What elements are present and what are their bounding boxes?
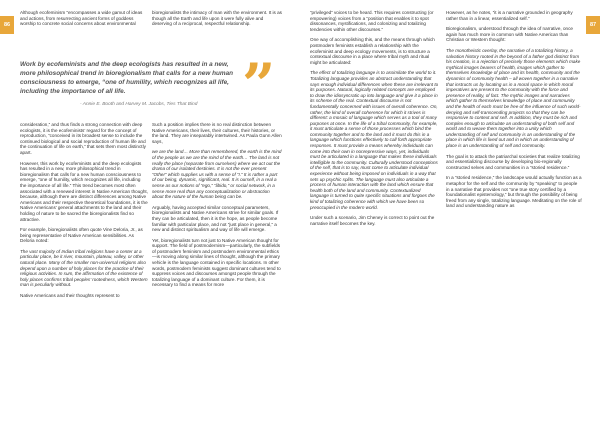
paragraph: Yet, bioregionalists turn not just to Native American thought for support. The field of postmodernism—particularly, the subfields of postmodern feminism and postmodern environmental ethics—is moving along similar lines of thought, although the primary vehicle is the language contained in specific locations. In other words, postmodern feminists suggest dominant cultures tend to suppress voices and discourses amongst people through the totalizing language of a dominant culture. For them, it is necessary to find a means for more: [152, 237, 281, 288]
quote-mark-icon: ”: [242, 51, 276, 119]
paragraph: Under such a scenario, Jim Cheney is correct to point out the narrative itself becomes the key.: [310, 215, 435, 226]
paragraph: The goal is to attack the patriarchal societies that realize totalizing and essentializing discourse by developing bio-regionally constructed selves and communities in a “storied residence.”: [446, 153, 580, 170]
paragraph: Arguably, having accepted similar conceptual parameters, bioregionalists and Native Americans strive for similar goals. If they can be articulated, then it is the hope, as people become familiar with particular place, and not “just place in general,” a new and distinct spiritualism and way of life will emerge.: [152, 204, 279, 233]
block-quote: The monotheistic overlay, the narrative of a totalizing history, a salvation history rooted in the beyond of a father god distinct from his creation, is a rejection of precisely those elements which make mythical images bearers of health, images which gather to themselves knowledge of place and its health, community and the dynamics of community health – all woven together in a narrative that instructs us by locating us in a moral space in which moral imperatives are present to the community with the force and presence of reality, of fact. The mythic images and narratives which gather to themselves knowledge of place and community and the health of each must be free of the influence of such world-denying and self-transcending projects so that they can be responsive to context and self. In addition, they must be rich and complex enough to articulate an understanding of both self and world and to weave them together into a unity which understanding of self and community is an understanding of the place in which life is lived out and in which an understanding of place is an understanding of self and community.: [446, 47, 581, 149]
pull-quote-text: Work by ecofeminists and the deep ecologists has resulted in a new, more philosophical trend in bioregionalism that calls for a new human consciousness to emerge, “one of humility, which recognizes all life, including the importance of all life.: [20, 61, 234, 95]
paragraph: “privileged” voices to be heard. This requires constructing (or empowering) voices from a “position that enables it to spot dissonances, mystifications, and colonizing and totalizing tendencies within other discourses.”: [310, 10, 434, 32]
block-quote: we are the land… More than remembered, the earth is the mind of the people as we are the mind of the earth… The land is not really the place (separate from ourselves) where we act out the drama of our isolated destinies. It is not the ever present “Other” which supplies us with a sense of “I.” It is rather a part of our being, dynamic, significant, real. It is ourself, in a real a sense as our notions of “ego,” “libido,” or social network, in a sense more real than any conceptualization or abstraction about the nature of the human being can be.: [152, 149, 282, 200]
paragraph: Such a position implies there is no real distinction between Native Americans, their lives, their cultures, their histories, or the land. They are inseparably intertwined. As Paula Gunn Allen says,: [152, 122, 282, 144]
page-number-right: 87: [586, 16, 600, 34]
left-col1-body: [20, 122, 148, 304]
right-col2: [446, 10, 582, 214]
paragraph: For example, bioregionalists often quote Vine Deloria, Jr., as being representative of Native American sensibilities. As Deloria noted:: [20, 227, 143, 244]
paragraph: Bioregionalism, understood through the idea of narrative, once again has much more in common with Native American than Christian or Western thought:: [446, 26, 573, 43]
paragraph: Although ecofeminism “encompasses a wide gamut of ideas and actions, from resurrecting ancient forms of goddess worship to concrete social concerns about environmental: [20, 10, 143, 27]
left-col2-top: [152, 10, 282, 32]
paragraph: However, this work by ecofeminists and the deep ecologists has resulted in a new, more philosophical trend in bioregionalism that calls for a new human consciousness to emerge, “one of humility, which recognizes all life, including the importance of all life.” This trend becomes most often associated with a renewed interest in Native American thought, because, although there are distinct differences among Native Americans and their respective theoretical foundations, it is the Native Americans’ general attachments to the land and their holding of nature to be sacred the bioregionalists find so attractive.: [20, 160, 148, 222]
pull-quote-attribution: - Annie E. Booth and Harvey M. Jacobs, Ties That Bind: [80, 102, 198, 107]
paragraph: consideration,” and thus finds a strong connection with deep ecologists, it is the ecofeminists’ regard for the concept of reproduction, “conceived in its broadest sense to include the continued biological and social reproduction of human life and the continuation of life on earth,” that sets them most distinctly apart.: [20, 122, 146, 155]
block-quote: The vast majority of Indian tribal religions have a center at a particular place, be it river, mountain, plateau, valley, or other natural place. Many of the smaller non-universal religions also depend upon a number of holy places for the practice of their religious activities. In sum, the affirmation of the existence of holy places confirms tribal peoples’ rootedness, which Western man is peculiarly without.: [20, 248, 148, 288]
left-col1-top: [20, 10, 148, 32]
block-quote: The effect of totalizing language is to assimilate the world to it. Totalizing language provides an abstract understanding that says enough individual differences when these are irrelevant to its purposes. Natural, logically related concepts are employed to draw the idiosyncratic up into language and give it a place in its scheme of the real. Contextual discourse is not fundamentally concerned with issues of overall coherence. On, rather, the kind of overall coherence for which it strives is different: a mosaic of language which serves as a tool of many purposes at once. In the life of a tribal community, for example, it must articulate a sense of those processes which bind the community together and to the land and it must do this in a language which functions effectively to call forth appropriate responses. It must provide a means whereby individuals can come into their own in nonrepressive ways, yet, individuals must be articulated in a language that makes these individuals intelligible to the community. Culturally understood conceptions of the self, that is to say, must come to articulate individual experience without being imposed on individuals in a way that sets up psychic splits. The language must also articulate a process of human interaction with the land which ensure that health both of the land and community. Contextualized language is turned to quite specific situations and forgoes the kind of totalizing coherence with which we have been so preoccupied in the modern world.: [310, 70, 439, 210]
paragraph: In a “storied residence,” the landscape would actually function as a metaphor for the self and the community by “speaking” to people in a narrative that provides not “one true story certified by a foundationalist epistemology,” but through the possibility of being freed from any single, totalizing language. Meditating on the role of land and understanding nature as: [446, 175, 582, 209]
paragraph: Native Americans and their thoughts represent to: [20, 293, 120, 299]
paragraph: One way of accomplishing this, and the means through which postmodern feminists establish a relationship with the ecofeminist and deep ecology movements, is to structure a contextual discourse in a place where tribal myth and ritual might be articulated:: [310, 37, 435, 65]
paragraph: However, as he notes, “it is a narrative grounded in geography rather than in a linear, essentialized self.”: [446, 10, 573, 21]
left-col2-body: [152, 122, 282, 293]
right-col1: [310, 10, 440, 231]
paragraph: bioregionalists the intimacy of man with the environment. It is as though all the Earth and life upon it were fully alive and deserving of a reciprocal, respectful relationship.: [152, 10, 282, 27]
right-page: [300, 0, 600, 424]
page-number-left: 86: [0, 16, 14, 34]
pull-quote: [20, 51, 280, 119]
